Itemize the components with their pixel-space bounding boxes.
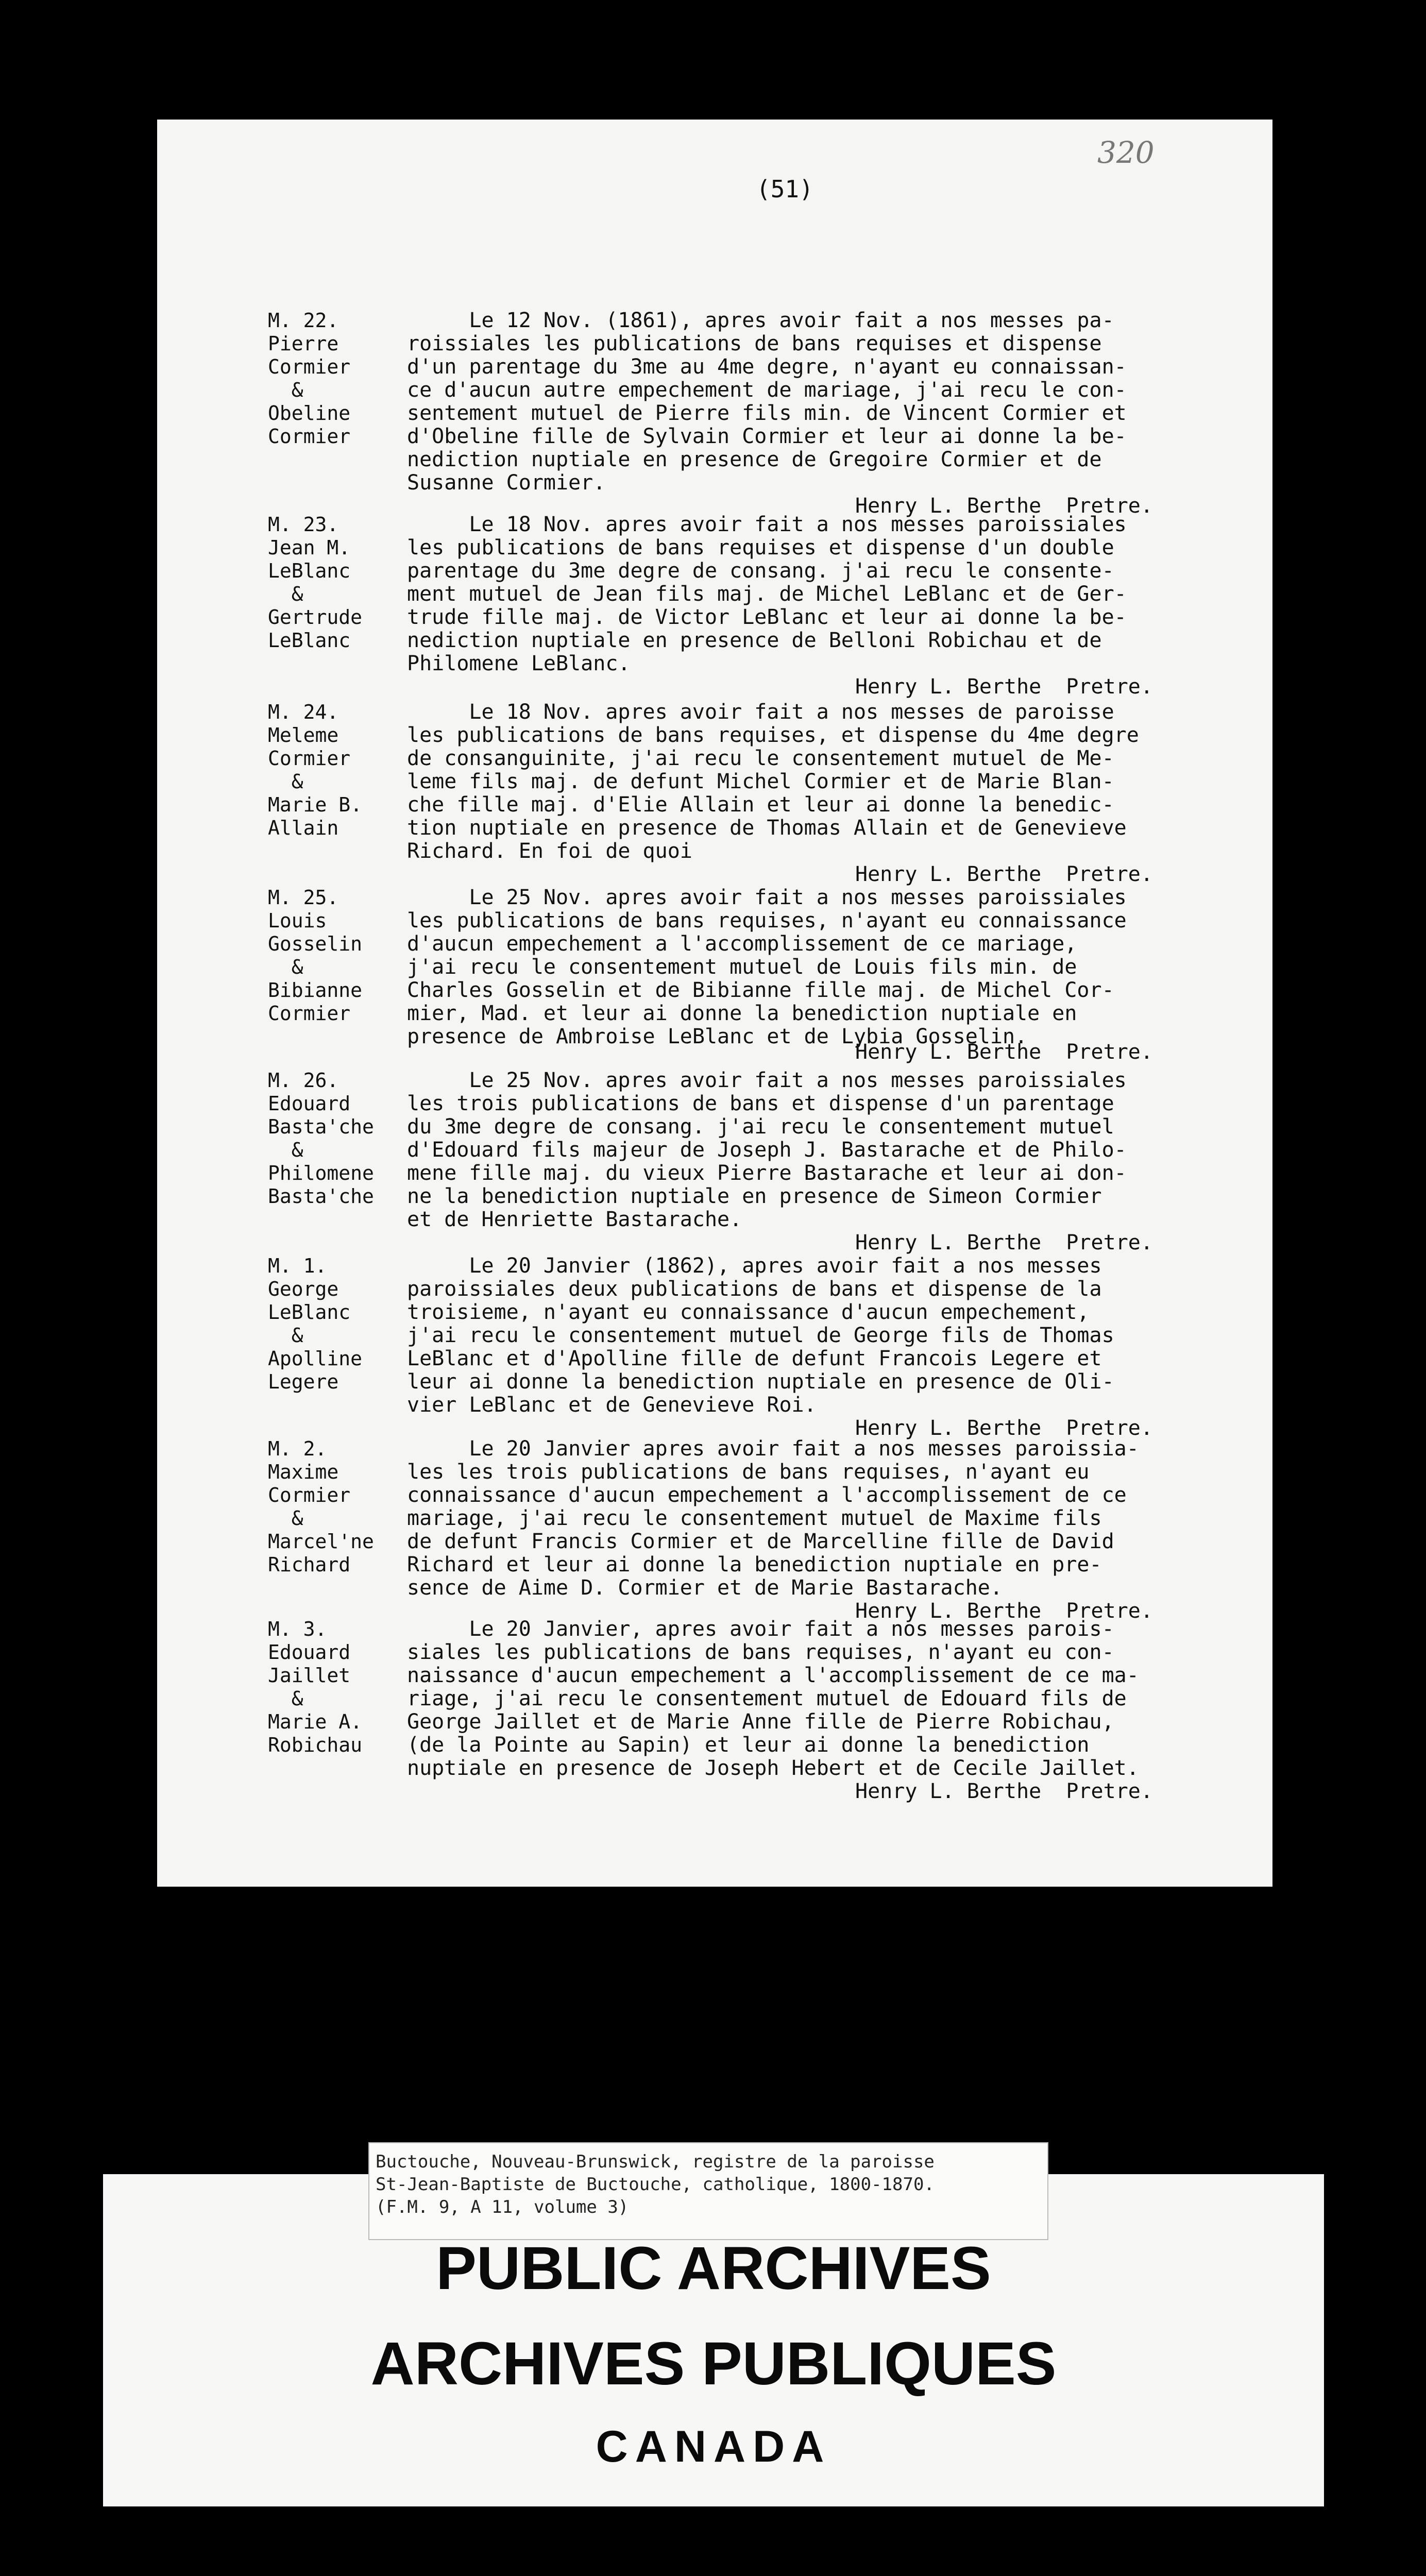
entry-signature: Henry L. Berthe Pretre. [855, 1599, 1153, 1623]
entry-signature: Henry L. Berthe Pretre. [855, 494, 1153, 518]
entry-signature: Henry L. Berthe Pretre. [855, 1780, 1153, 1803]
archive-title-fr: ARCHIVES PUBLIQUES [370, 2330, 1057, 2398]
entry-margin-label: M. 1. George LeBlanc & Apolline Legere [268, 1255, 363, 1393]
archive-country: CANADA [596, 2422, 831, 2471]
entry-signature: Henry L. Berthe Pretre. [855, 1416, 1153, 1440]
entry-text: Le 20 Janvier, apres avoir fait a nos messes parois- siales les publications de bans requises, n'ayant eu con- naissance d'aucun empechement a l'accomplissement de ce ma- riage, j'ai recu le consentement mutuel de Edouard fils de George Jaillet et de Marie Anne fille de Pierre Robichau, (de la Pointe au Sapin) et leur ai donne la benediction nuptiale en presence de Joseph Hebert et de Cecile Jaillet. [407, 1618, 1139, 1780]
entry-signature: Henry L. Berthe Pretre. [855, 1040, 1153, 1064]
entry-text: Le 25 Nov. apres avoir fait a nos messes paroissiales les trois publications de bans et dispense d'un parentage du 3me degre de consang. j'ai recu le consentement mutuel d'Edouard fils majeur de Joseph J. Bastarache et de Philo- mene fille maj. du vieux Pierre Bastarache et leur ai don- ne la benediction nuptiale en presence de Simeon Cormier et de Henriette Bastarache. [407, 1069, 1127, 1231]
entry-text: Le 18 Nov. apres avoir fait a nos messes paroissiales les publications de bans requises et dispense d'un double parentage du 3me degre de consang. j'ai recu le consente- ment mutuel de Jean fils maj. de Michel LeBlanc et de Ger- trude fille maj. de Victor LeBlanc et leur ai donne la be- nediction nuptiale en presence de Belloni Robichau et de Philomene LeBlanc. [407, 513, 1127, 675]
entry-signature: Henry L. Berthe Pretre. [855, 1231, 1153, 1255]
entry-margin-label: M. 3. Edouard Jaillet & Marie A. Robichau [268, 1618, 363, 1756]
page-number: (51) [756, 175, 813, 203]
entry-margin-label: M. 23. Jean M. LeBlanc & Gertrude LeBlanc [268, 513, 363, 652]
entry-text: Le 20 Janvier apres avoir fait a nos messes paroissia- les les trois publications de bans requises, n'ayant eu connaissance d'aucun empechement a l'accomplissement de ce mariage, j'ai recu le consentement mutuel de Maxime fils de defunt Francis Cormier et de Marcelline fille de David Richard et leur ai donne la benediction nuptiale en pre- sence de Aime D. Cormier et de Marie Bastarache. [407, 1437, 1139, 1600]
entry-margin-label: M. 2. Maxime Cormier & Marcel'ne Richard [268, 1437, 374, 1576]
entry-text: Le 25 Nov. apres avoir fait a nos messes paroissiales les publications de bans requises, n'ayant eu connaissance d'aucun empechement a l'accomplissement de ce mariage, j'ai recu le consentement mutuel de Louis fils min. de Charles Gosselin et de Bibianne fille maj. de Michel Cor- mier, Mad. et leur ai donne la benediction nuptiale en presence de Ambroise LeBlanc et de Lybia Gosselin. [407, 886, 1127, 1048]
archive-caption: Buctouche, Nouveau-Brunswick, registre de la paroisse St-Jean-Baptiste de Buctouche, catholique, 1800-1870. (F.M. 9, A 11, volume 3) [368, 2142, 1048, 2240]
handwritten-number: 320 [1097, 135, 1155, 170]
entry-text: Le 20 Janvier (1862), apres avoir fait a nos messes paroissiales deux publications de bans et dispense de la troisieme, n'ayant eu connaissance d'aucun empechement, j'ai recu le consentement mutuel de George fils de Thomas LeBlanc et d'Apolline fille de defunt Francois Legere et leur ai donne la benediction nuptiale en presence de Oli- vier LeBlanc et de Genevieve Roi. [407, 1255, 1114, 1417]
archive-title-en: PUBLIC ARCHIVES [436, 2234, 991, 2302]
entry-margin-label: M. 22. Pierre Cormier & Obeline Cormier [268, 309, 351, 448]
entry-text: Le 12 Nov. (1861), apres avoir fait a nos messes pa- roissiales les publications de bans requises et dispense d'un parentage du 3me au 4me degre, n'ayant eu connaissan- ce d'aucun autre empechement de mariage, j'ai recu le con- sentement mutuel de Pierre fils min. de Vincent Cormier et d'Obeline fille de Sylvain Cormier et leur ai donne la be- nediction nuptiale en presence de Gregoire Cormier et de Susanne Cormier. [407, 309, 1127, 495]
entry-margin-label: M. 24. Meleme Cormier & Marie B. Allain [268, 701, 363, 839]
entry-margin-label: M. 26. Edouard Basta'che & Philomene Basta'che [268, 1069, 374, 1208]
entry-text: Le 18 Nov. apres avoir fait a nos messes de paroisse les publications de bans requises, et dispense du 4me degre de consanguinite, j'ai recu le consentement mutuel de Me- leme fils maj. de defunt Michel Cormier et de Marie Blan- che fille maj. d'Elie Allain et leur ai donne la benedic- tion nuptiale en presence de Thomas Allain et de Genevieve Richard. En foi de quoi [407, 701, 1139, 863]
entry-margin-label: M. 25. Louis Gosselin & Bibianne Cormier [268, 886, 363, 1025]
entry-signature: Henry L. Berthe Pretre. [855, 675, 1153, 699]
entry-signature: Henry L. Berthe Pretre. [855, 862, 1153, 886]
